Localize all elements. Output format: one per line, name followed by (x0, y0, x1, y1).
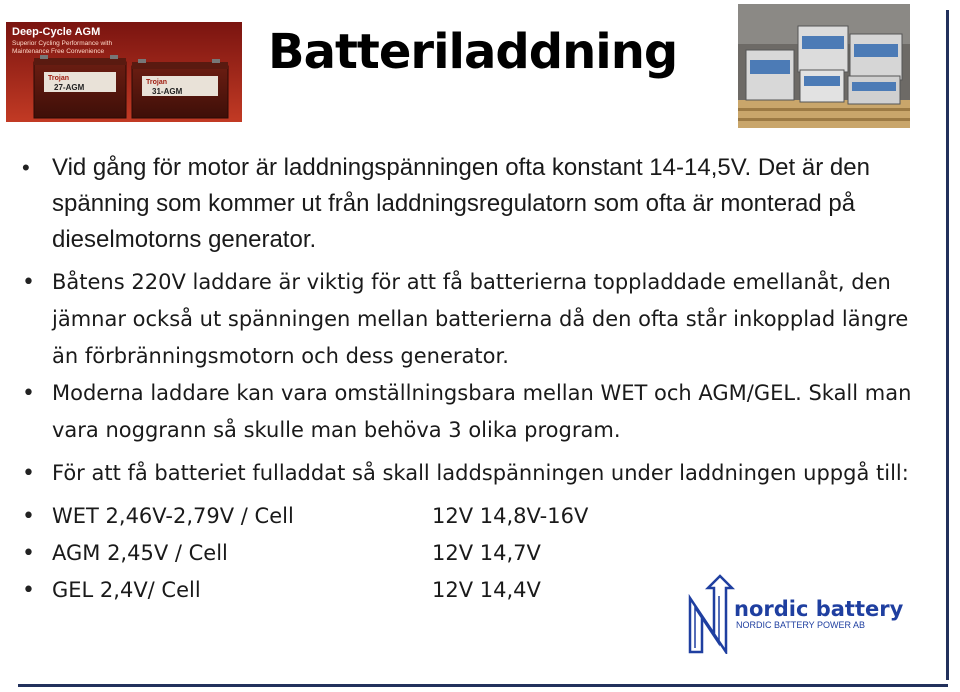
cell-voltage: • AGM 2,45V / Cell (52, 541, 228, 565)
cell-voltage: • GEL 2,4V/ Cell (52, 578, 201, 602)
battery-voltage: 12V 14,7V (432, 541, 541, 565)
battery-brand-label: Trojan (146, 79, 168, 86)
battery-27agm-icon (34, 55, 126, 118)
battery-31agm-icon (132, 59, 228, 118)
deep-cycle-agm-image (6, 22, 242, 122)
logo-name: nordic battery (734, 597, 904, 621)
bullet-item: • Båtens 220V laddare är viktig för att få batterierna toppladdade emellanåt, den jämnar också ut spänningen mellan batterierna då den ofta står inkopplad längre än förbränningsmotorn och dess generator. (22, 264, 922, 375)
battery-voltage: 12V 14,4V (432, 578, 541, 602)
bullet-item: • För att få batteriet fulladdat så skall laddspänningen under laddningen uppgå till: (22, 455, 922, 492)
bullet-item: • Vid gång för motor är laddningspänningen ofta konstant 14-14,5V. Det är den spänning som kommer ut från laddningsregulatorn som ofta är monterad på dieselmotorns generator. (22, 150, 922, 258)
page-title: Batteriladdning (268, 24, 678, 80)
battery-model-label: 31-AGM (152, 87, 183, 96)
gel-battery-icon (798, 26, 848, 72)
bottom-border-line (18, 684, 948, 687)
right-border-line (946, 10, 949, 680)
battery-voltage: 12V 14,8V-16V (432, 504, 589, 528)
nordic-battery-logo (686, 574, 916, 654)
batteries-on-pallet-image (738, 4, 910, 128)
voltage-row-wet (22, 498, 922, 535)
bullet-item: • Moderna laddare kan vara omställningsbara mellan WET och AGM/GEL. Skall man vara noggrann så skulle man behöva 3 olika program. (22, 375, 922, 449)
gel-battery-icon (850, 34, 902, 80)
battery-brand-label: Trojan (48, 75, 70, 82)
ad-headline: Deep-Cycle AGM (12, 26, 101, 38)
logo-n-arrow-icon (690, 576, 732, 652)
voltage-row-agm (22, 535, 922, 572)
gel-battery-icon (848, 76, 900, 104)
gel-battery-icon (800, 70, 844, 102)
ad-tagline-1: Superior Cycling Performance with (12, 40, 113, 47)
gel-battery-icon (746, 50, 794, 100)
cell-voltage: • WET 2,46V-2,79V / Cell (52, 504, 294, 528)
logo-subtitle: NORDIC BATTERY POWER AB (736, 620, 866, 630)
bullet-list (22, 150, 922, 609)
ad-tagline-2: Maintenance Free Convenience (12, 48, 105, 55)
battery-model-label: 27-AGM (54, 83, 85, 92)
